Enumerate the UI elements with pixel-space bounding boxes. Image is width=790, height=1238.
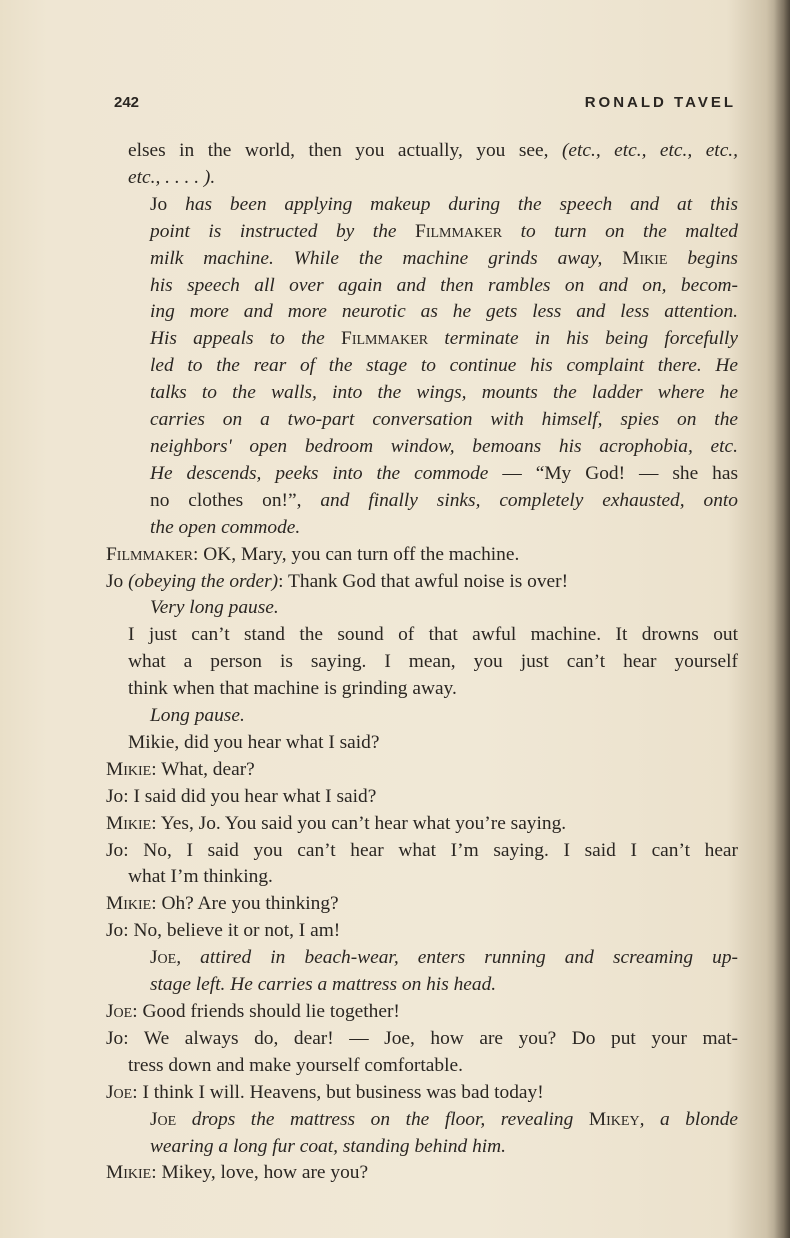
text-line bbox=[106, 703, 738, 730]
speaker-name: Mikie bbox=[106, 1162, 152, 1184]
dialogue-text: elses in the world, then you actually, you see, bbox=[128, 140, 562, 161]
page-number: 242 bbox=[114, 94, 140, 111]
stage-direction-text: wearing a long fur coat, standing behind him. bbox=[150, 1135, 507, 1157]
text-line bbox=[106, 945, 738, 972]
stage-direction-text: begins bbox=[667, 247, 738, 269]
dialogue-text: no clothes on!”, bbox=[150, 489, 321, 511]
stage-direction-text: neighbors' open bedroom window, bemoans his acrophobia, etc. bbox=[150, 435, 738, 457]
dialogue-text: Jo: No, I said you can’t hear what I’m saying. I said I can’t hear bbox=[106, 839, 738, 861]
stage-direction-text: the open commode. bbox=[150, 516, 301, 538]
stage-direction-text: Long pause. bbox=[150, 705, 245, 727]
text-line bbox=[106, 192, 738, 219]
text-line bbox=[106, 757, 738, 784]
dialogue-text: Jo: I said did you hear what I said? bbox=[106, 785, 377, 807]
stage-direction-text: ing more and more neurotic as he gets less and less attention. bbox=[150, 301, 738, 323]
stage-direction-text: has been applying makeup during the speech and at this bbox=[185, 193, 738, 215]
speaker-name: Joe bbox=[106, 1001, 133, 1022]
stage-direction-text: , attired in beach-wear, enters running and screaming up- bbox=[176, 947, 738, 969]
text-line bbox=[106, 380, 738, 407]
speaker-name: Joe bbox=[150, 947, 177, 969]
text-line bbox=[106, 1026, 738, 1053]
speaker-name: Filmmaker bbox=[341, 328, 429, 350]
stage-direction-text: He descends, peeks into the commode bbox=[150, 462, 489, 484]
text-line bbox=[106, 918, 738, 945]
dialogue-text: think when that machine is grinding away. bbox=[128, 678, 457, 700]
stage-direction-text: (obeying the order) bbox=[128, 570, 279, 592]
stage-direction-text: and finally sinks, completely exhausted, onto bbox=[320, 489, 738, 511]
text-line bbox=[106, 1080, 738, 1107]
stage-direction-text: Very long pause. bbox=[150, 597, 279, 619]
text-line bbox=[106, 219, 738, 246]
stage-direction-text: to turn on the malted bbox=[502, 220, 738, 242]
text-line bbox=[106, 434, 738, 461]
speaker-name: Mikie bbox=[622, 247, 668, 269]
stage-direction-text: milk machine. While the machine grinds away, bbox=[150, 247, 623, 269]
text-line bbox=[106, 138, 738, 165]
text-line bbox=[106, 246, 738, 273]
text-line bbox=[106, 891, 738, 918]
text-line bbox=[106, 1053, 738, 1080]
text-line bbox=[106, 273, 738, 300]
dialogue-text: what a person is saying. I mean, you just can’t hear yourself bbox=[128, 651, 738, 673]
text-line bbox=[106, 299, 738, 326]
stage-direction-text: carries on a two-part conversation with himself, spies on the bbox=[150, 409, 738, 431]
text-line bbox=[106, 353, 738, 380]
book-gutter-shadow bbox=[774, 0, 790, 1238]
text-line bbox=[106, 999, 738, 1026]
text-line bbox=[106, 649, 738, 676]
dialogue-text: : Good friends should lie together! bbox=[132, 1001, 400, 1022]
speaker-name: Mikie bbox=[106, 758, 152, 780]
dialogue-text: Jo: We always do, dear! — Joe, how are you? Do put your mat- bbox=[106, 1027, 738, 1049]
dialogue-text: tress down and make yourself comfortable. bbox=[128, 1054, 463, 1076]
stage-direction-text: , a blonde bbox=[639, 1108, 739, 1130]
text-line bbox=[106, 1160, 738, 1187]
speaker-name: Mikie bbox=[106, 812, 152, 834]
dialogue-text: what I’m thinking. bbox=[128, 866, 273, 888]
text-line bbox=[106, 1134, 738, 1161]
stage-direction-text: led to the rear of the stage to continue his complaint there. He bbox=[150, 355, 738, 377]
dialogue-text: Jo bbox=[150, 193, 186, 215]
speaker-name: Joe bbox=[150, 1108, 177, 1130]
text-line bbox=[106, 676, 738, 703]
text-line bbox=[106, 515, 738, 542]
speaker-name: Filmmaker bbox=[106, 543, 194, 565]
stage-direction-text: His appeals to the bbox=[150, 328, 342, 350]
speaker-name: Mikey bbox=[588, 1108, 640, 1130]
dialogue-text: : Mikey, love, how are you? bbox=[151, 1162, 369, 1184]
dialogue-text: : Yes, Jo. You said you can’t hear what you’re saying. bbox=[151, 812, 567, 834]
dialogue-text: Jo bbox=[106, 570, 129, 592]
stage-direction-text: talks to the walls, into the wings, mounts the ladder where he bbox=[150, 382, 738, 404]
text-line bbox=[106, 488, 738, 515]
stage-direction-text: drops the mattress on the floor, revealing bbox=[176, 1108, 589, 1130]
text-line bbox=[106, 542, 738, 569]
page-header bbox=[114, 94, 736, 116]
text-line bbox=[106, 811, 738, 838]
speaker-name: Filmmaker bbox=[415, 220, 503, 242]
speaker-name: Mikie bbox=[106, 893, 152, 915]
text-line bbox=[106, 784, 738, 811]
stage-direction-text: etc., . . . . ). bbox=[128, 166, 216, 188]
text-line bbox=[106, 595, 738, 622]
text-line bbox=[106, 569, 738, 596]
dialogue-text: : I think I will. Heavens, but business was bad today! bbox=[132, 1081, 544, 1103]
play-text bbox=[106, 138, 738, 1187]
stage-direction-text: point is instructed by the bbox=[150, 220, 416, 242]
dialogue-text: : OK, Mary, you can turn off the machine. bbox=[193, 543, 520, 565]
text-line bbox=[106, 461, 738, 488]
stage-direction-text: stage left. He carries a mattress on his head. bbox=[150, 974, 497, 996]
text-line bbox=[106, 407, 738, 434]
dialogue-text: — “My God! — she has bbox=[488, 462, 738, 484]
stage-direction-text: his speech all over again and then rambles on and on, becom- bbox=[150, 274, 738, 296]
dialogue-text: : Oh? Are you thinking? bbox=[151, 893, 339, 915]
text-line bbox=[106, 622, 738, 649]
dialogue-text: : Thank God that awful noise is over! bbox=[278, 570, 569, 592]
speaker-name: Joe bbox=[106, 1081, 133, 1103]
stage-direction-text: terminate in his being forcefully bbox=[428, 328, 739, 350]
dialogue-text: Mikie, did you hear what I said? bbox=[128, 731, 380, 753]
stage-direction-text: (etc., etc., etc., etc., bbox=[561, 140, 738, 161]
text-line bbox=[106, 1107, 738, 1134]
text-line bbox=[106, 730, 738, 757]
text-line bbox=[106, 165, 738, 192]
dialogue-text: : What, dear? bbox=[151, 758, 255, 780]
text-line bbox=[106, 864, 738, 891]
text-line bbox=[106, 326, 738, 353]
dialogue-text: Jo: No, believe it or not, I am! bbox=[106, 920, 341, 942]
running-head: RONALD TAVEL bbox=[584, 94, 736, 111]
dialogue-text: I just can’t stand the sound of that awful machine. It drowns out bbox=[128, 624, 738, 646]
text-line bbox=[106, 972, 738, 999]
text-line bbox=[106, 838, 738, 865]
